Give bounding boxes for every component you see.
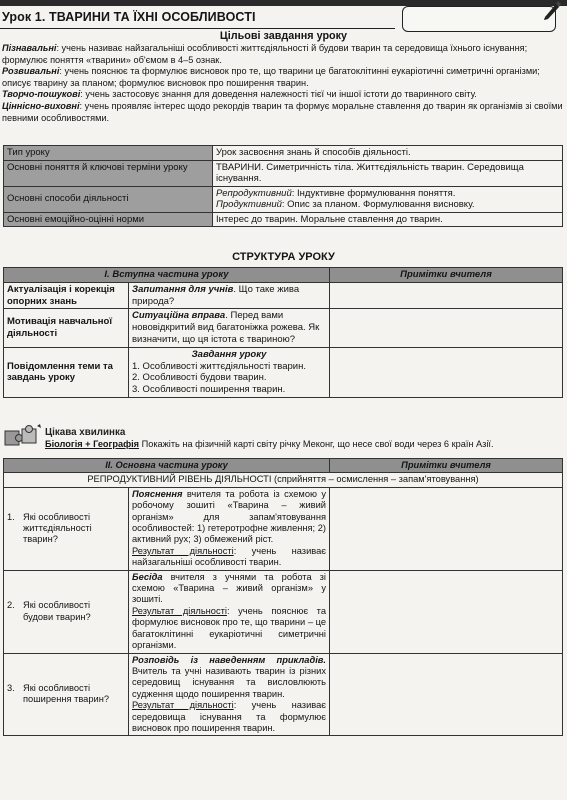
stage-content: Запитання для учнів. Що таке жива природа? — [129, 282, 330, 309]
question-row — [4, 487, 563, 570]
main-header-row — [4, 459, 563, 473]
fun-fact-block — [3, 421, 563, 453]
structure-heading: СТРУКТУРА УРОКУ — [232, 251, 335, 263]
activity-cell: Пояснення вчителя та робота із схемою у робочому зошиті «Тварина – живий організм» для запам'ятовування особливостей: 1) гетеротрофне живлення; 2) активний рух; 3) обмежений ріст. Результат діяльності: учень називає найзагальніші особливості тварин. — [129, 487, 330, 570]
info-value: Інтерес до тварин. Моральне ставлення до тварин. — [213, 212, 563, 227]
info-value: ТВАРИНИ. Симетричність тіла. Життєдіяльність тварин. Середовища існування. — [213, 160, 563, 186]
question-cell: 1. Які особливості життєдіяльності тварин? — [4, 487, 129, 570]
fun-fact-title: Цікава хвилинка — [45, 427, 126, 438]
stage-row — [4, 282, 563, 309]
task-item: 3. Особливості поширення тварин. — [132, 384, 286, 396]
main-part-table — [3, 458, 563, 736]
task-item: 1. Особливості життєдіяльності тварин. — [132, 360, 306, 372]
stage-label: Мотивація навчальної діяльності — [4, 309, 129, 347]
question-row — [4, 653, 563, 736]
notes-cell[interactable] — [330, 570, 563, 653]
question-cell: 2. Які особливості будови тварин? — [4, 570, 129, 653]
stage-row — [4, 309, 563, 347]
stage-label: Повідомлення теми та завдань уроку — [4, 347, 129, 397]
info-row — [4, 212, 563, 227]
info-label: Основні способи діяльності — [4, 186, 213, 212]
info-value: Репродуктивний: Індуктивне формулювання поняття. Продуктивний: Опис за планом. Формулювання висновку. — [213, 186, 563, 212]
goals-heading: Цільові завдання уроку — [219, 30, 348, 42]
level-row — [4, 473, 563, 487]
notes-box — [402, 6, 556, 32]
notes-cell[interactable] — [330, 653, 563, 736]
intro-header-row — [4, 268, 563, 283]
notes-cell[interactable] — [330, 487, 563, 570]
puzzle-icon — [3, 423, 43, 451]
activity-level: РЕПРОДУКТИВНИЙ РІВЕНЬ ДІЯЛЬНОСТІ (сприйняття – осмислення – запам'ятовування) — [4, 473, 563, 487]
stage-content: Ситуаційна вправа. Перед вами нововідкритий вид багатоніжка рожева. Як визначити, що ця істота є твариною? — [129, 309, 330, 347]
lesson-info-table — [3, 145, 563, 227]
goal-creative: Творчо-пошукові: учень застосовує знання для доведення належності тієї чи іншої істоти до тваринного світу. — [2, 89, 477, 100]
notes-cell[interactable] — [330, 282, 563, 309]
lesson-title: Урок 1. ТВАРИНИ ТА ЇХНІ ОСОБЛИВОСТІ — [2, 10, 256, 24]
stage-content: Завдання уроку 1. Особливості життєдіяльності тварин. 2. Особливості будови тварин. 3. Особливості поширення тварин. — [129, 347, 330, 397]
info-row — [4, 186, 563, 212]
main-part-header: II. Основна частина уроку — [4, 459, 330, 473]
intro-part-table — [3, 267, 563, 398]
goal-cognitive: Пізнавальні: учень називає найзагальніші особливості життєдіяльності й будови тварин та середовища їхнього існування; формулює поняття «тварини» об'ємом в 4–5 ознак. — [2, 43, 528, 65]
question-row — [4, 570, 563, 653]
notes-header: Примітки вчителя — [330, 459, 563, 473]
notes-cell[interactable] — [330, 309, 563, 347]
activity-cell: Бесіда вчителя з учнями та робота зі схемою «Тварина – живий організм» у зошиті. Результат діяльності: учень пояснює та формулює висновок про те, що тварини – це багатоклітинні еукаріотичні симетричні організми. — [129, 570, 330, 653]
info-row — [4, 146, 563, 161]
goal-developmental: Розвивальні: учень пояснює та формулює висновок про те, що тварини це багатоклітинні еукаріотичні симетричні організми; описує тварину за планом; формулює висновок про поширення тварин. — [2, 66, 540, 88]
question-cell: 3. Які особливості поширення тварин? — [4, 653, 129, 736]
notes-cell[interactable] — [330, 347, 563, 397]
intro-part-header: I. Вступна частина уроку — [4, 268, 330, 283]
goals-block — [2, 43, 563, 124]
stage-row — [4, 347, 563, 397]
info-label: Основні поняття й ключові терміни уроку — [4, 160, 213, 186]
info-label: Тип уроку — [4, 146, 213, 161]
goal-educational: Ціннісно-виховні: учень проявляє інтерес щодо рекордів тварин та формує моральне ставлення до тварин як організмів зі своїми певними особливостями. — [2, 100, 563, 123]
notes-header: Примітки вчителя — [330, 268, 563, 283]
fun-fact-text: Біологія + Географія Покажіть на фізичній карті світу річку Меконг, що несе свої води через 6 країн Азії. — [45, 439, 494, 449]
info-label: Основні емоційно-оцінні норми — [4, 212, 213, 227]
info-row — [4, 160, 563, 186]
activity-cell: Розповідь із наведенням прикладів. Вчитель та учні називають тварин із різних середовищ існування та висловлюють судження щодо поширення тварин. Результат діяльності: учень називає середовища існування та формулює висновок про поширення тварин. — [129, 653, 330, 736]
info-value: Урок засвоєння знань й способів діяльності. — [213, 146, 563, 161]
pen-icon — [542, 0, 562, 20]
stage-label: Актуалізація і корекція опорних знань — [4, 282, 129, 309]
title-underline — [0, 28, 395, 29]
task-item: 2. Особливості будови тварин. — [132, 372, 267, 384]
